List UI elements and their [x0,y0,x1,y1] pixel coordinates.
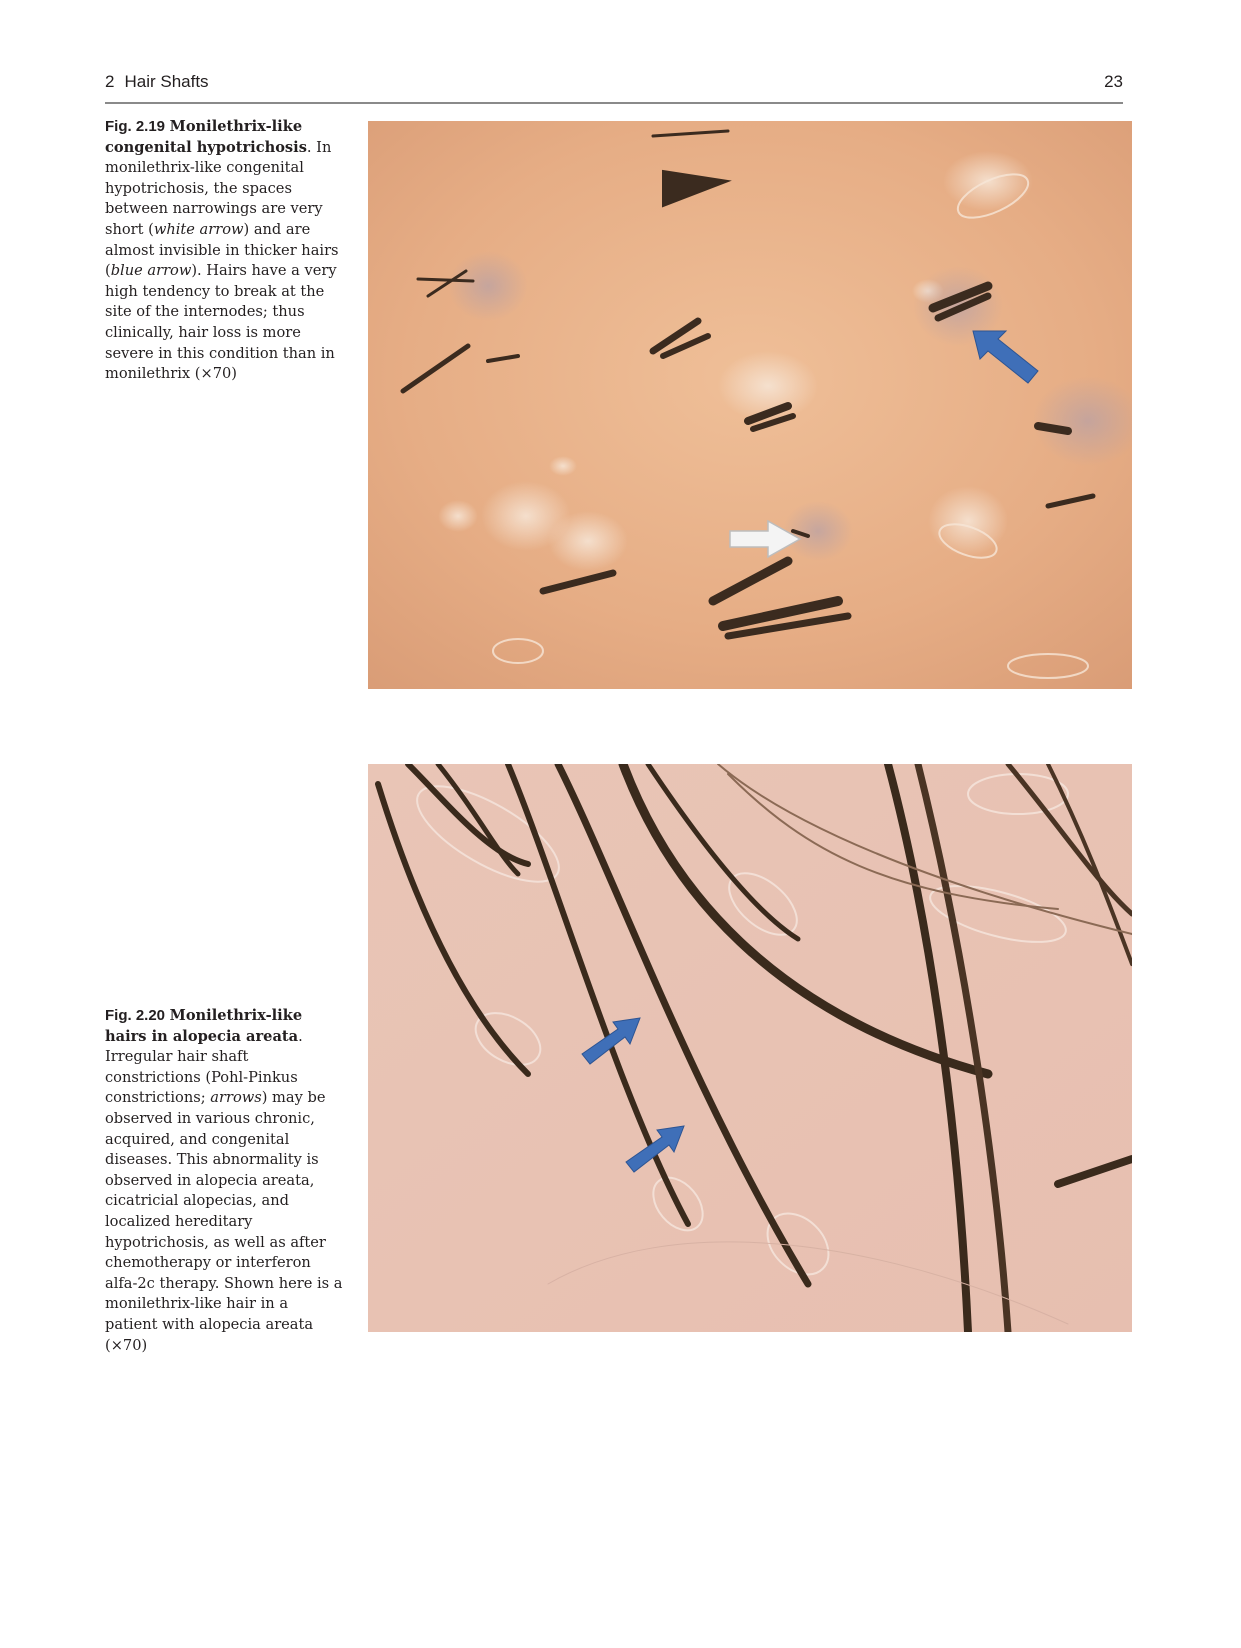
figure-title: Monilethrix-like hairs in alopecia areata [105,1007,303,1045]
caption-text: . Irregular hair shaft constrictions (Pohl-Pinkus constrictions; [105,1027,303,1107]
figure-label: Fig. 2.19 [105,118,166,135]
caption-text: ) and are almost invisible in thicker hairs ( [105,220,339,280]
caption-emphasis: white arrow [153,220,244,238]
figure-2-20-photo [368,764,1132,1332]
figure-2-19-caption [105,117,345,385]
figure-2-19-photo [368,121,1132,689]
running-header [105,72,1123,104]
figure-label: Fig. 2.20 [105,1007,166,1024]
caption-text: ). Hairs have a very high tendency to break at the site of the internodes; thus clinically, hair loss is more severe in this condition than in monilethrix (×70) [105,262,337,383]
figure-2-20-caption [105,1006,345,1356]
caption-text: ) may be observed in various chronic, acquired, and congenital diseases. This abnormality is observed in alopecia areata, cicatricial alopecias, and localized hereditary hypotrichosis, as well as after chemotherapy or interferon alfa-2c therapy. Shown here is a monilethrix-like hair in a patient with alopecia areata (×70) [105,1089,343,1354]
running-header-chapter [105,72,209,92]
page-number: 23 [1104,72,1123,91]
caption-text: . In monilethrix-like congenital hypotrichosis, the spaces between narrowings are very short ( [105,138,332,238]
caption-emphasis: arrows [210,1089,262,1107]
caption-emphasis: blue arrow [110,262,192,280]
chapter-number: 2 [105,72,115,91]
figure-title: Monilethrix-like congenital hypotrichosis [105,118,307,156]
chapter-title: Hair Shafts [124,72,209,91]
